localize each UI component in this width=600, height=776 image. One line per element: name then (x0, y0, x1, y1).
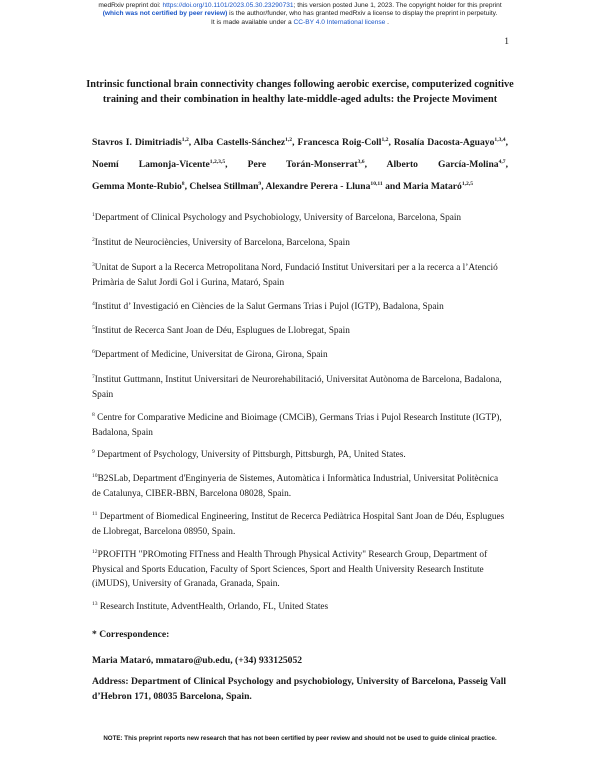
affiliation-number: 10 (92, 472, 98, 479)
banner-text: ; this version posted June 1, 2023. The copyright holder for this preprint (293, 2, 502, 9)
affiliation (92, 600, 508, 615)
affiliation-number: 8 (92, 411, 95, 418)
affiliation (92, 261, 508, 290)
author-name: Pere Torán-Monserrat$^{3,6}$ (247, 158, 365, 170)
affiliation-text: Centre for Comparative Medicine and Bioimage (CMCiB), Germans Trias i Pujol Research Institute (IGTP), Badalona, Spain (92, 413, 502, 438)
affiliation-number: 1 (92, 211, 95, 218)
affiliation-number: 11 (92, 510, 98, 517)
author-affiliation-marker: 1,3,4 (494, 136, 506, 143)
correspondence-address: Address: Department of Clinical Psychology and psychobiology, University of Barcelona, Passeig Vall d’Hebron 171, 08035 Barcelona, Spain. (92, 676, 507, 702)
author-affiliation-marker: 9 (258, 180, 262, 187)
author-name: Francesca Roig-Coll$^{1,2}$ (297, 136, 389, 148)
license-link[interactable]: CC-BY 4.0 International license (293, 18, 386, 26)
affiliation (92, 348, 508, 363)
banner-text: It is made available under a (210, 18, 294, 26)
affiliation-number: 6 (92, 348, 95, 355)
doi-link[interactable]: https://doi.org/10.1101/2023.05.30.23290731 (162, 2, 294, 9)
banner-line-3 (0, 19, 600, 27)
affiliation-number: 2 (92, 236, 95, 243)
banner-text: . (385, 18, 390, 26)
affiliation-text: Institut de Recerca Sant Joan de Déu, Esplugues de Llobregat, Spain (94, 326, 350, 336)
author-affiliation-marker: 3,6 (357, 158, 365, 165)
author-affiliation-marker: 1,2 (285, 136, 293, 143)
author-affiliation-marker: 8 (181, 180, 185, 187)
affiliation-number: 4 (92, 300, 95, 307)
affiliation (92, 448, 508, 463)
banner-line-1 (0, 2, 600, 10)
author-affiliation-marker: 1,2 (381, 136, 389, 143)
author-affiliation-marker: 1,2 (181, 136, 189, 143)
affiliation-text: Unitat de Suport a la Recerca Metropolitana Nord, Fundació Institut Universitari per a la recerca a l’Atenció Primària de Salut Jordi Gol i Gurina, Mataró, Spain (92, 263, 498, 288)
author-name: Chelsea Stillman$^9$ (189, 180, 262, 192)
affiliation-text: Research Institute, AdventHealth, Orlando, FL, United States (97, 602, 329, 612)
correspondence-contact: Maria Mataró, mmataro@ub.edu, (+34) 933125052 (92, 655, 303, 666)
affiliation-number: 3 (92, 261, 95, 268)
affiliation (92, 548, 508, 592)
affiliation (92, 324, 508, 339)
affiliation-number: 12 (92, 548, 98, 555)
author-name: Noemí Lamonja-Vicente$^{1,2,3,5}$ (92, 158, 226, 170)
affiliation-text: Department of Psychology, University of Pittsburgh, Pittsburgh, PA, United States. (94, 450, 406, 460)
banner-line-2 (0, 10, 600, 18)
affiliation (92, 300, 508, 315)
author-affiliation-marker: 1,2,3,5 (209, 158, 226, 165)
author-name: Maria Mataró$^{1,2,5}$ (402, 180, 474, 192)
affiliation-number: 7 (92, 373, 95, 380)
affiliation (92, 236, 508, 251)
affiliation-text: Department of Biomedical Engineering, Institut de Recerca Pediàtrica Hospital Sant Joan de Déu, Esplugues de Llobregat, Barcelona 08950, Spain. (92, 512, 505, 537)
author-affiliation-marker: 1,2,5 (461, 180, 474, 187)
affiliation-number: 13 (92, 600, 98, 607)
author-name: Stavros I. Dimitriadis$^{1,2}$ (92, 136, 189, 148)
author-affiliation-marker: 4,7 (498, 158, 506, 165)
affiliation-text: PROFITH "PROmoting FITness and Health Through Physical Activity" Research Group, Department of Physical and Sports Education, Faculty of Sport Sciences, Sport and Health University Research Institute (iMUDS), University of Granada, Granada, Spain. (92, 550, 488, 589)
affiliation (92, 411, 508, 440)
page-number: 1 (504, 37, 509, 47)
affiliation-text: B2SLab, Department d'Enginyeria de Sistemes, Automàtica i Informàtica Industrial, Universitat Politècnica de Catalunya, CIBER-BBN, Barcelona 08028, Spain. (92, 474, 499, 499)
banner-text: is the author/funder, who has granted medRxiv a license to display the preprint in perpetuity. (227, 10, 498, 18)
affiliation-text: Institut d’ Investigació en Ciències de la Salut Germans Trias i Pujol (IGTP), Badalona, Spain (94, 302, 444, 312)
affiliation-number: 9 (92, 448, 95, 455)
affiliation-text: Institut Guttmann, Institut Universitari de Neurorehabilitació, Universitat Autònoma de Barcelona, Badalona, Spain (92, 375, 502, 400)
affiliation-text: Department of Clinical Psychology and Psychobiology, University of Barcelona, Barcelona, Spain (94, 213, 462, 223)
author-affiliation-marker: 10,11 (370, 180, 383, 187)
affiliation (92, 373, 508, 402)
peer-review-note: (which was not certified by peer review) (102, 10, 228, 18)
author-name: Gemma Monte-Rubio$^8$ (92, 180, 185, 192)
author-name: Rosalía Dacosta-Aguayo$^{1,3,4}$ (393, 136, 506, 148)
affiliation-text: Institut de Neurociències, University of Barcelona, Barcelona, Spain (94, 238, 350, 248)
correspondence-heading: * Correspondence: (92, 629, 170, 640)
author-list: Stavros I. Dimitriadis$^{1,2}$, Alba Castells-Sánchez$^{1,2}$, Francesca Roig-Coll$^{1,2}$, Rosalía Dacosta-Aguayo$^{1,3,4}$, Noemí Lamonja-Vicente$^{1,2,3,5}$, Pere Torán-Monserrat$^{3,6}$, Alberto García-Molina$^{4,7}$, Gemma Monte-Rubio$^8$, Chelsea Stillman$^9$, Alexandre Perera - Lluna$^{10,11}$ and Maria Mataró$^{1,2,5}$ (92, 136, 508, 192)
affiliation (92, 211, 508, 226)
affiliation (92, 510, 508, 539)
author-name: Alberto García-Molina$^{4,7}$ (386, 158, 506, 170)
paper-title: Intrinsic functional brain connectivity changes following aerobic exercise, computerized cognitive training and their combination in healthy late-middle-aged adults: the Projecte Moviment (86, 79, 514, 105)
footer-note: NOTE: This preprint reports new research that has not been certified by peer review and should not be used to guide clinical practice. (103, 735, 497, 742)
author-name: Alba Castells-Sánchez$^{1,2}$ (193, 136, 293, 148)
affiliation (92, 472, 508, 501)
banner-text: medRxiv preprint doi: (98, 2, 163, 9)
author-name: Alexandre Perera - Lluna$^{10,11}$ (265, 180, 383, 192)
preprint-banner (0, 2, 600, 27)
affiliation-number: 5 (92, 324, 95, 331)
affiliation-text: Department of Medicine, Universitat de Girona, Girona, Spain (94, 350, 328, 360)
